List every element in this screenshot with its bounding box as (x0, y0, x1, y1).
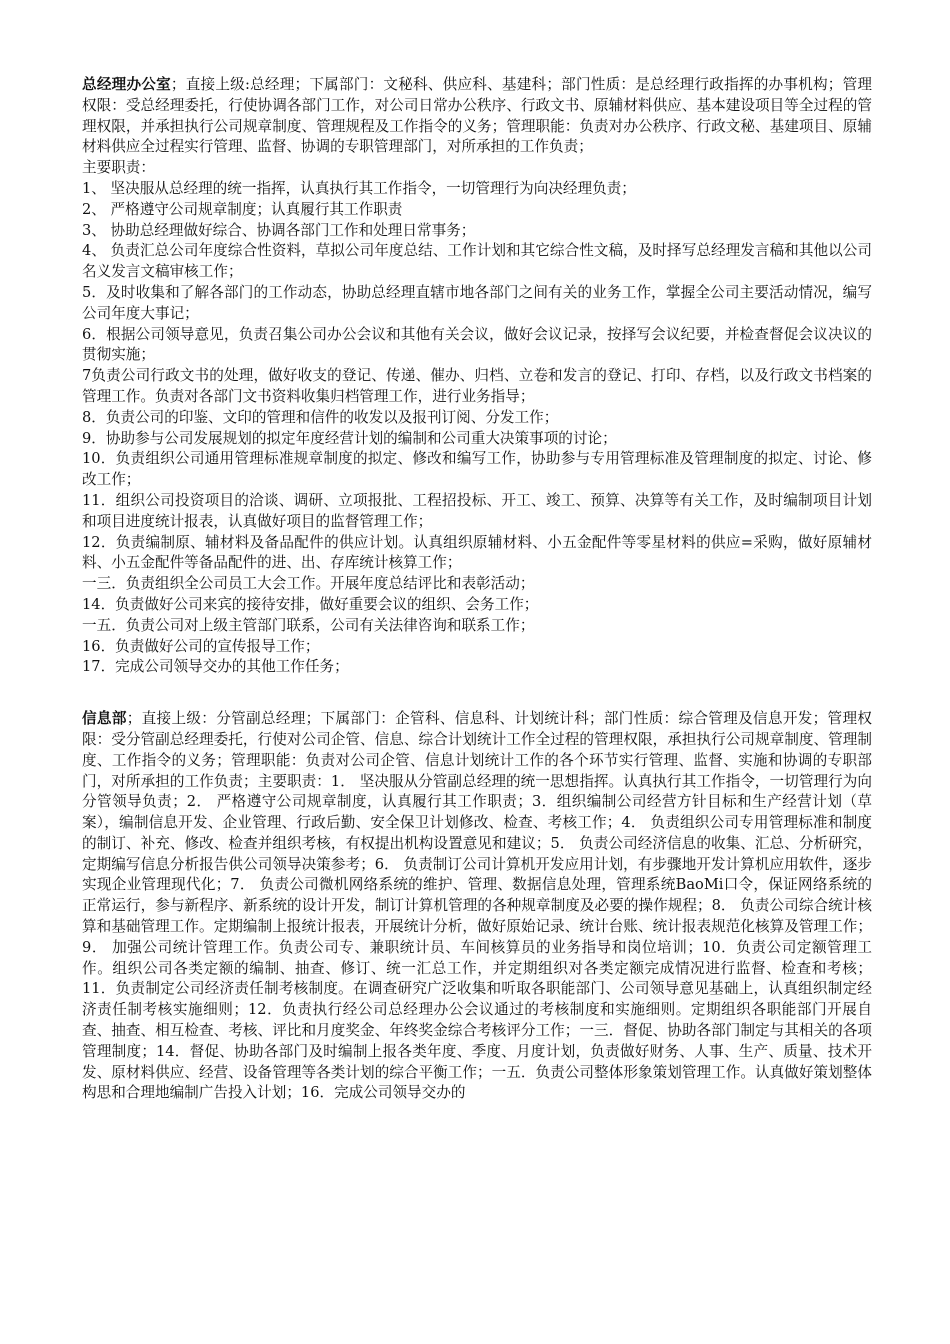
section-title-info-dept: 信息部 (82, 710, 127, 728)
section-general-office-intro (82, 75, 872, 158)
duty-item: 4、 负责汇总公司年度综合性资料，草拟公司年度总结、工作计划和其它综合性文稿，及时择写总经理发言稿和其他以公司名义发言文稿审核工作； (82, 242, 872, 281)
duty-item: 10．负责组织公司通用管理标准规章制度的拟定、修改和编写工作，协助参与专用管理标准及管理制度的拟定、讨论、修改工作； (82, 450, 872, 489)
duty-item: 1、 坚决服从总经理的统一指挥，认真执行其工作指令，一切管理行为向决经理负责； (82, 179, 636, 197)
duty-item: 9．协助参与公司发展规划的拟定年度经营计划的编制和公司重大决策事项的讨论； (82, 429, 617, 447)
duty-item: 2、 严格遵守公司规章制度；认真履行其工作职责 (82, 200, 403, 218)
duty-item: 12．负责编制原、辅材料及备品配件的供应计划。认真组织原辅材料、小五金配件等零星材料的供应=采购，做好原辅材料、小五金配件等备品配件的进、出、存库统计核算工作； (82, 533, 872, 572)
section-general-office-intro-text: ；直接上级:总经理；下属部门：文秘科、供应科、基建科；部门性质：是总经理行政指挥的办事机构；管理权限：受总经理委托，行使协调各部门工作，对公司日常办公秩序、行政文书、原辅材料供应、基本建设项目等全过程的管理权限，并承担执行公司规章制度、管理规程及工作指令的义务；管理职能：负责对办公秩序、行政文秘、基建项目、原辅材料供应全过程实行管理、监督、协调的专职管理部门，对所承担的工作负责； (82, 76, 872, 156)
duty-item: 一五．负责公司对上级主管部门联系，公司有关法律咨询和联系工作； (82, 616, 535, 634)
section-title-general-office: 总经理办公室 (82, 76, 171, 93)
duty-item: 8．负责公司的印鉴、文印的管理和信件的收发以及报刊订阅、分发工作； (82, 408, 559, 426)
duty-item: 11．组织公司投资项目的洽谈、调研、立项报批、工程招投标、开工、竣工、预算、决算等有关工作，及时编制项目计划和项目进度统计报表，认真做好项目的监督管理工作； (82, 491, 872, 530)
duty-item: 一三．负责组织全公司员工大会工作。开展年度总结评比和表彰活动； (82, 575, 535, 593)
section-info-dept (82, 709, 872, 1104)
duty-item: 17．完成公司领导交办的其他工作任务； (82, 658, 349, 676)
duty-item: 3、 协助总经理做好综合、协调各部门工作和处理日常事务； (82, 221, 476, 239)
duty-item: 7负责公司行政文书的处理，做好收支的登记、传递、催办、归档、立卷和发言的登记、打印、存档，以及行政文书档案的管理工作。负责对各部门文书资料收集归档管理工作，进行业务指导； (82, 367, 872, 405)
document-body (82, 75, 872, 1104)
section-spacer (82, 678, 872, 709)
duty-item: 14．负责做好公司来宾的接待安排，做好重要会议的组织、会务工作； (82, 595, 539, 613)
duty-item: 5．及时收集和了解各部门的工作动态，协助总经理直辖市地各部门之间有关的业务工作，掌握全公司主要活动情况，编写公司年度大事记； (82, 283, 872, 322)
section-info-dept-text: ；直接上级：分管副总经理；下属部门：企管科、信息科、计划统计科；部门性质：综合管理及信息开发；管理权限：受分管副总经理委托，行使对公司企管、信息、综合计划统计工作全过程的管理权限，承担执行公司规章制度、管理制度、工作指令的义务；管理职能：负责对公司企管、信息计划统计工作的各个环节实行管理、监督、实施和协调的专职部门，对所承担的工作负责；主要职责：1． 坚决服从分管副总经理的统一思想指挥。认真执行其工作指令，一切管理行为向分管领导负责；2． 严格遵守公司规章制度，认真履行其工作职责；3．组织编制公司经营方针目标和生产经营计划（草案），编制信息开发、企业管理、行政后勤、安全保卫计划修改、检查、考核工作；4． 负责组织公司专用管理标准和制度的制订、补充、修改、检查并组织考核，有权提出机构设置意见和建议；5． 负责公司经济信息的收集、汇总、分析研究，定期编写信息分析报告供公司领导决策参考；6． 负责制订公司计算机开发应用计划，有步骤地开发计算机应用软件，逐步实现企业管理现代化；7． 负责公司微机网络系统的维护、管理、数据信息处理，管理系统BaoMi口令，保证网络系统的正常运行，参与新程序、新系统的设计开发，制订计算机管理的各种规章制度及必要的操作规程；8． 负责公司综合统计核算和基础管理工作。定期编制上报统计报表，开展统计分析，做好原始记录、统计台账、统计报表规范化核算及管理工作；9． 加强公司统计管理工作。负责公司专、兼职统计员、车间核算员的业务指导和岗位培训；10．负责公司定额管理工作。组织公司各类定额的编制、抽查、修订、统一汇总工作，并定期组织对各类定额完成情况进行监督、检查和考核；11．负责制定公司经济责任制考核制度。在调查研究广泛收集和听取各职能部门、公司领导意见基础上，认真组织制定经济责任制考核实施细则；12．负责执行经公司总经理办公会议通过的考核制度和实施细则。定期组织各职能部门开展自查、抽查、相互检查、考核、评比和月度奖金、年终奖金综合考核评分工作；一三．督促、协助各部门制定与其相关的各项管理制度；14．督促、协助各部门及时编制上报各类年度、季度、月度计划，负责做好财务、人事、生产、质量、技术开发、原材料供应、经营、设备管理等各类计划的综合平衡工作；一五．负责公司整体形象策划管理工作。认真做好策划整体构思和合理地编制广告投入计划；16．完成公司领导交办的 (82, 710, 872, 1102)
duties-heading: 主要职责： (82, 159, 155, 177)
duty-item: 16．负责做好公司的宣传报导工作； (82, 637, 320, 655)
duty-item: 6．根据公司领导意见，负责召集公司办公会议和其他有关会议，做好会议记录，按择写会议纪要，并检查督促会议决议的贯彻实施； (82, 325, 872, 364)
